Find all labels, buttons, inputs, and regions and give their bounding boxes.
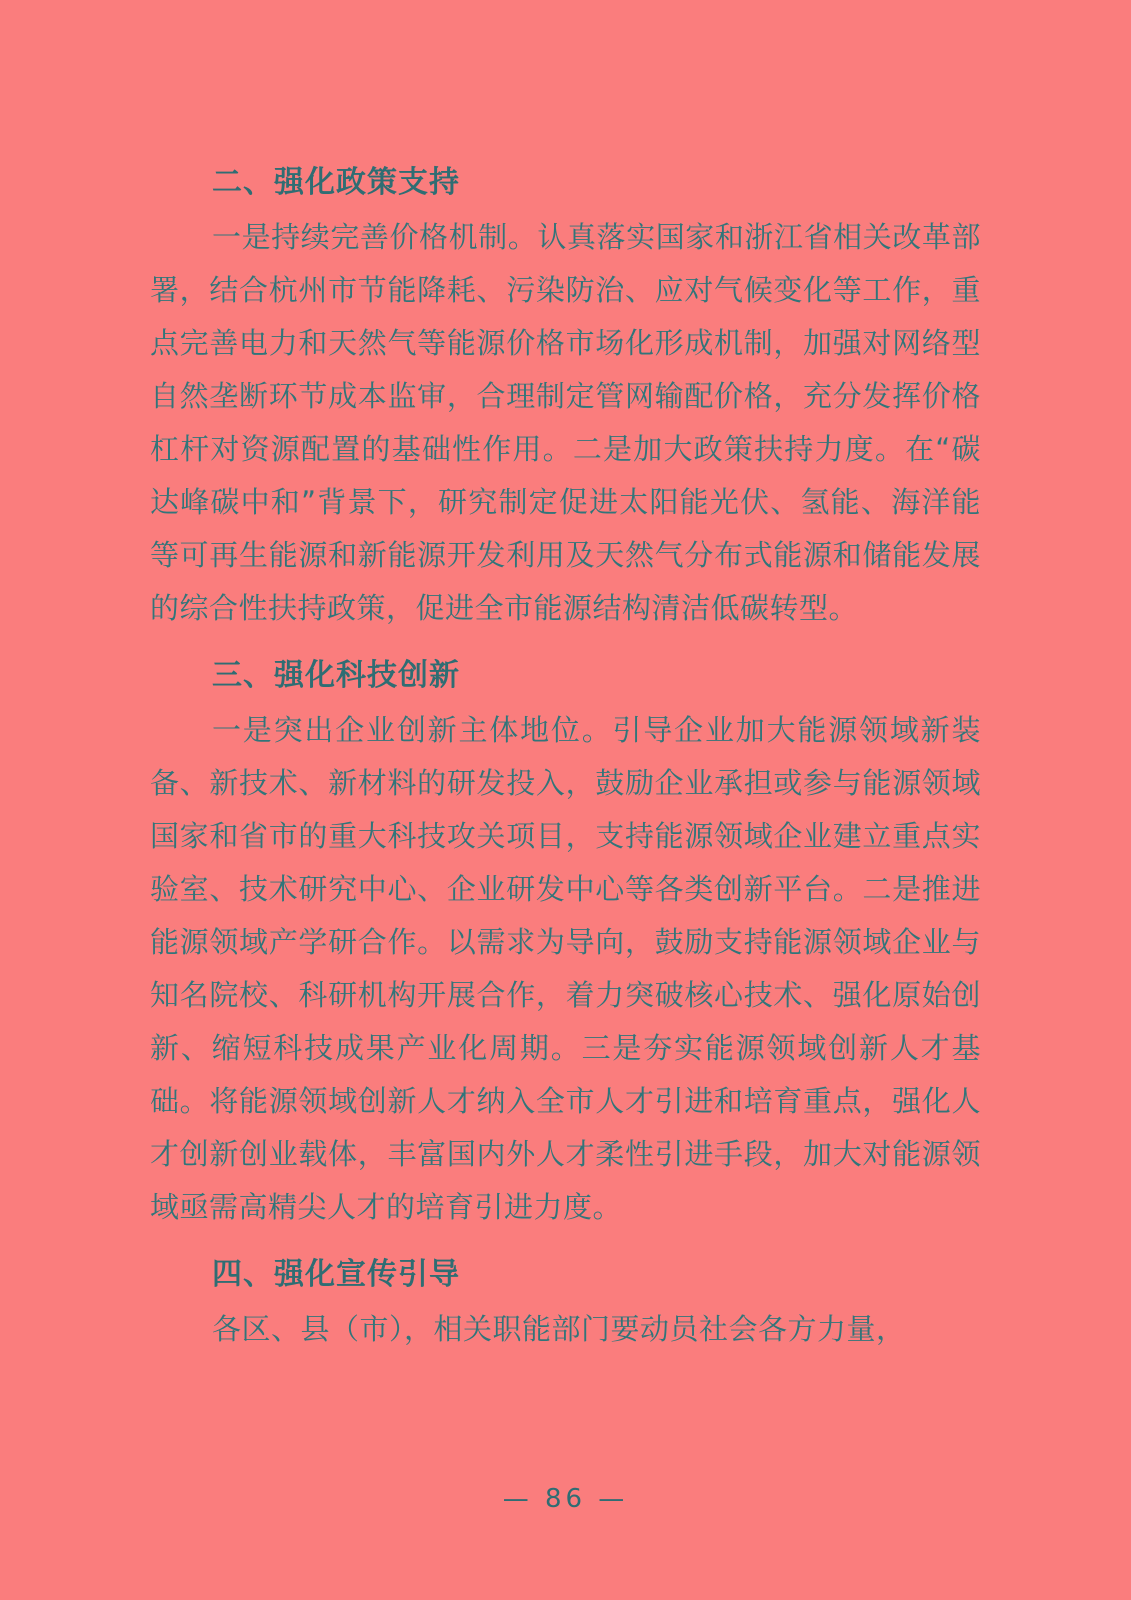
- section-paragraph-3-1: 一是突出企业创新主体地位。引导企业加大能源领域新装备、新技术、新材料的研发投入，鼓励企业承担或参与能源领域国家和省市的重大科技攻关项目，支持能源领域企业建立重点实验室、技术研究中心、企业研发中心等各类创新平台。二是推进能源领域产学研合作。以需求为导向，鼓励支持能源领域企业与知名院校、科研机构开展合作，着力突破核心技术、强化原始创新、缩短科技成果产业化周期。三是夯实能源领域创新人才基础。将能源领域创新人才纳入全市人才引进和培育重点，强化人才创新创业载体，丰富国内外人才柔性引进手段，加大对能源领域亟需高精尖人才的培育引进力度。: [150, 713, 981, 1224]
- document-body: [150, 160, 981, 1356]
- section-paragraph-2-1: 一是持续完善价格机制。认真落实国家和浙江省相关改革部署，结合杭州市节能降耗、污染防治、应对气候变化等工作，重点完善电力和天然气等能源价格市场化形成机制，加强对网络型自然垄断环节成本监审，合理制定管网输配价格，充分发挥价格杠杆对资源配置的基础性作用。二是加大政策扶持力度。在“碳达峰碳中和”背景下，研究制定促进太阳能光伏、氢能、海洋能等可再生能源和新能源开发利用及天然气分布式能源和储能发展的综合性扶持政策，促进全市能源结构清洁低碳转型。: [150, 220, 981, 625]
- section-heading-2: 二、强化政策支持: [212, 165, 460, 200]
- section-heading-3: 三、强化科技创新: [212, 658, 460, 693]
- section-heading-4: 四、强化宣传引导: [212, 1257, 460, 1292]
- page-number: — 86 —: [502, 1484, 629, 1514]
- section-paragraph-4-1: 各区、县（市），相关职能部门要动员社会各方力量，: [212, 1312, 906, 1346]
